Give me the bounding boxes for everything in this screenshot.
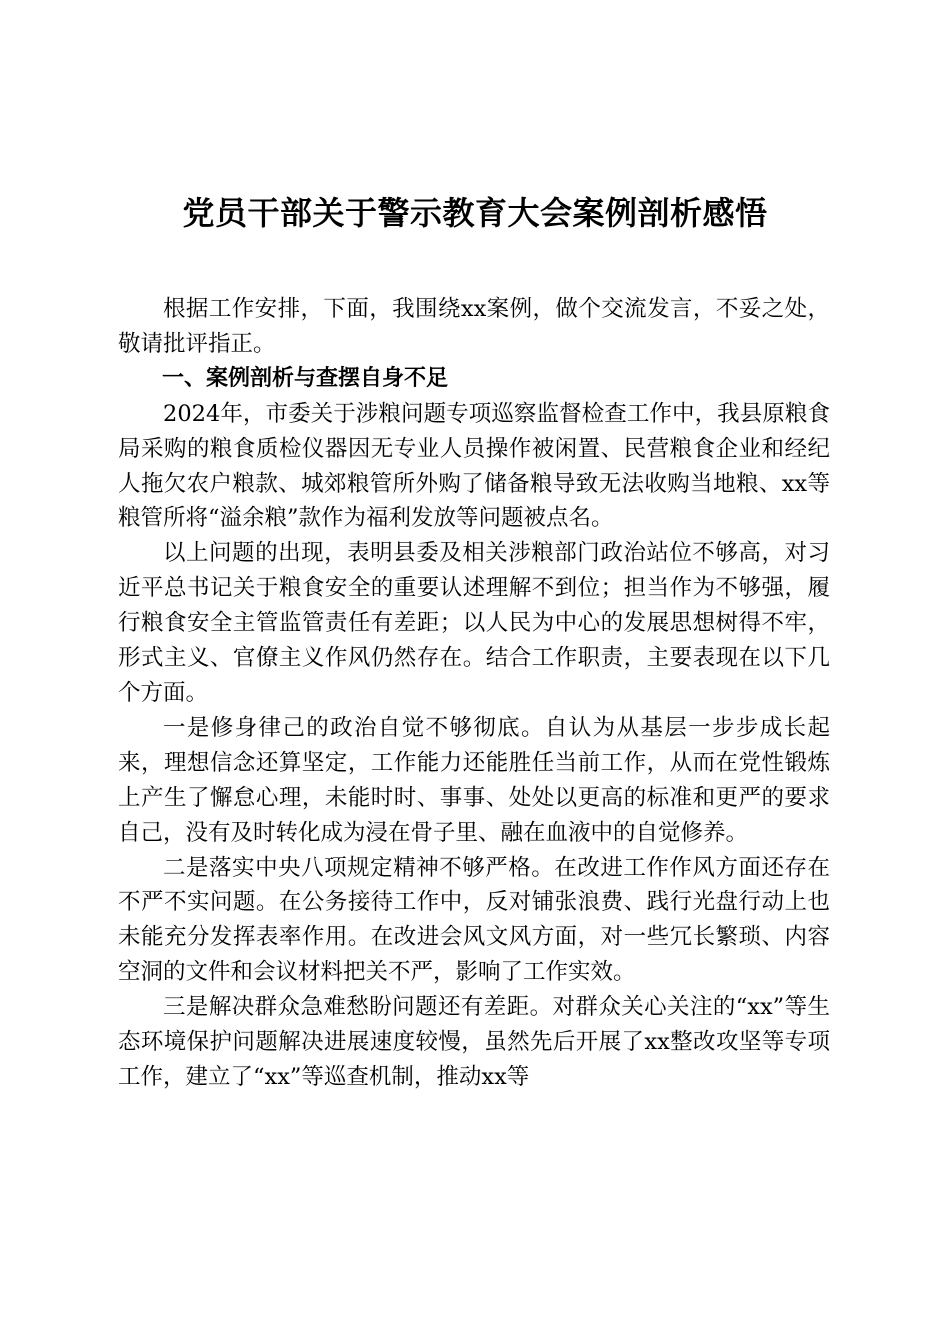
document-title: 党员干部关于警示教育大会案例剖析感悟: [182, 194, 768, 233]
body-paragraph-4: 二是落实中央八项规定精神不够严格。在改进工作作风方面还存在不严不实问题。在公务接待工作中，反对铺张浪费、践行光盘行动上也未能充分发挥表率作用。在改进会风文风方面，对一些冗长繁琐、内容空洞的文件和会议材料把关不严，影响了工作实效。: [118, 854, 830, 986]
body-paragraph-2: 以上问题的出现，表明县委及相关涉粮部门政治站位不够高，对习近平总书记关于粮食安全的重要认述理解不到位；担当作为不够强，履行粮食安全主管监管责任有差距；以人民为中心的发展思想树得不牢，形式主义、官僚主义作风仍然存在。结合工作职责，主要表现在以下几个方面。: [118, 540, 830, 706]
body-paragraph-5: 三是解决群众急难愁盼问题还有差距。对群众关心关注的“xx”等生态环境保护问题解决进展速度较慢，虽然先后开展了xx整改攻坚等专项工作，建立了“xx”等巡查机制，推动xx等: [118, 994, 830, 1090]
body-paragraph-3: 一是修身律己的政治自觉不够彻底。自认为从基层一步步成长起来，理想信念还算坚定，工作能力还能胜任当前工作，从而在党性锻炼上产生了懈怠心理，未能时时、事事、处处以更高的标准和更严的要求自己，没有及时转化成为浸在骨子里、融在血液中的自觉修养。: [118, 714, 830, 846]
section-heading-1: 一、案例剖析与查摆自身不足: [162, 365, 449, 391]
document-body: [118, 292, 830, 1095]
body-paragraph-1: 2024年，市委关于涉粮问题专项巡察监督检查工作中，我县原粮食局采购的粮食质检仪器因无专业人员操作被闲置、民营粮食企业和经纪人拖欠农户粮款、城郊粮管所外购了储备粮导致无法收购当地粮、xx等粮管所将“溢余粮”款作为福利发放等问题被点名。: [118, 400, 830, 532]
intro-paragraph: 根据工作安排，下面，我围绕xx案例，做个交流发言，不妥之处，敬请批评指正。: [118, 296, 830, 357]
